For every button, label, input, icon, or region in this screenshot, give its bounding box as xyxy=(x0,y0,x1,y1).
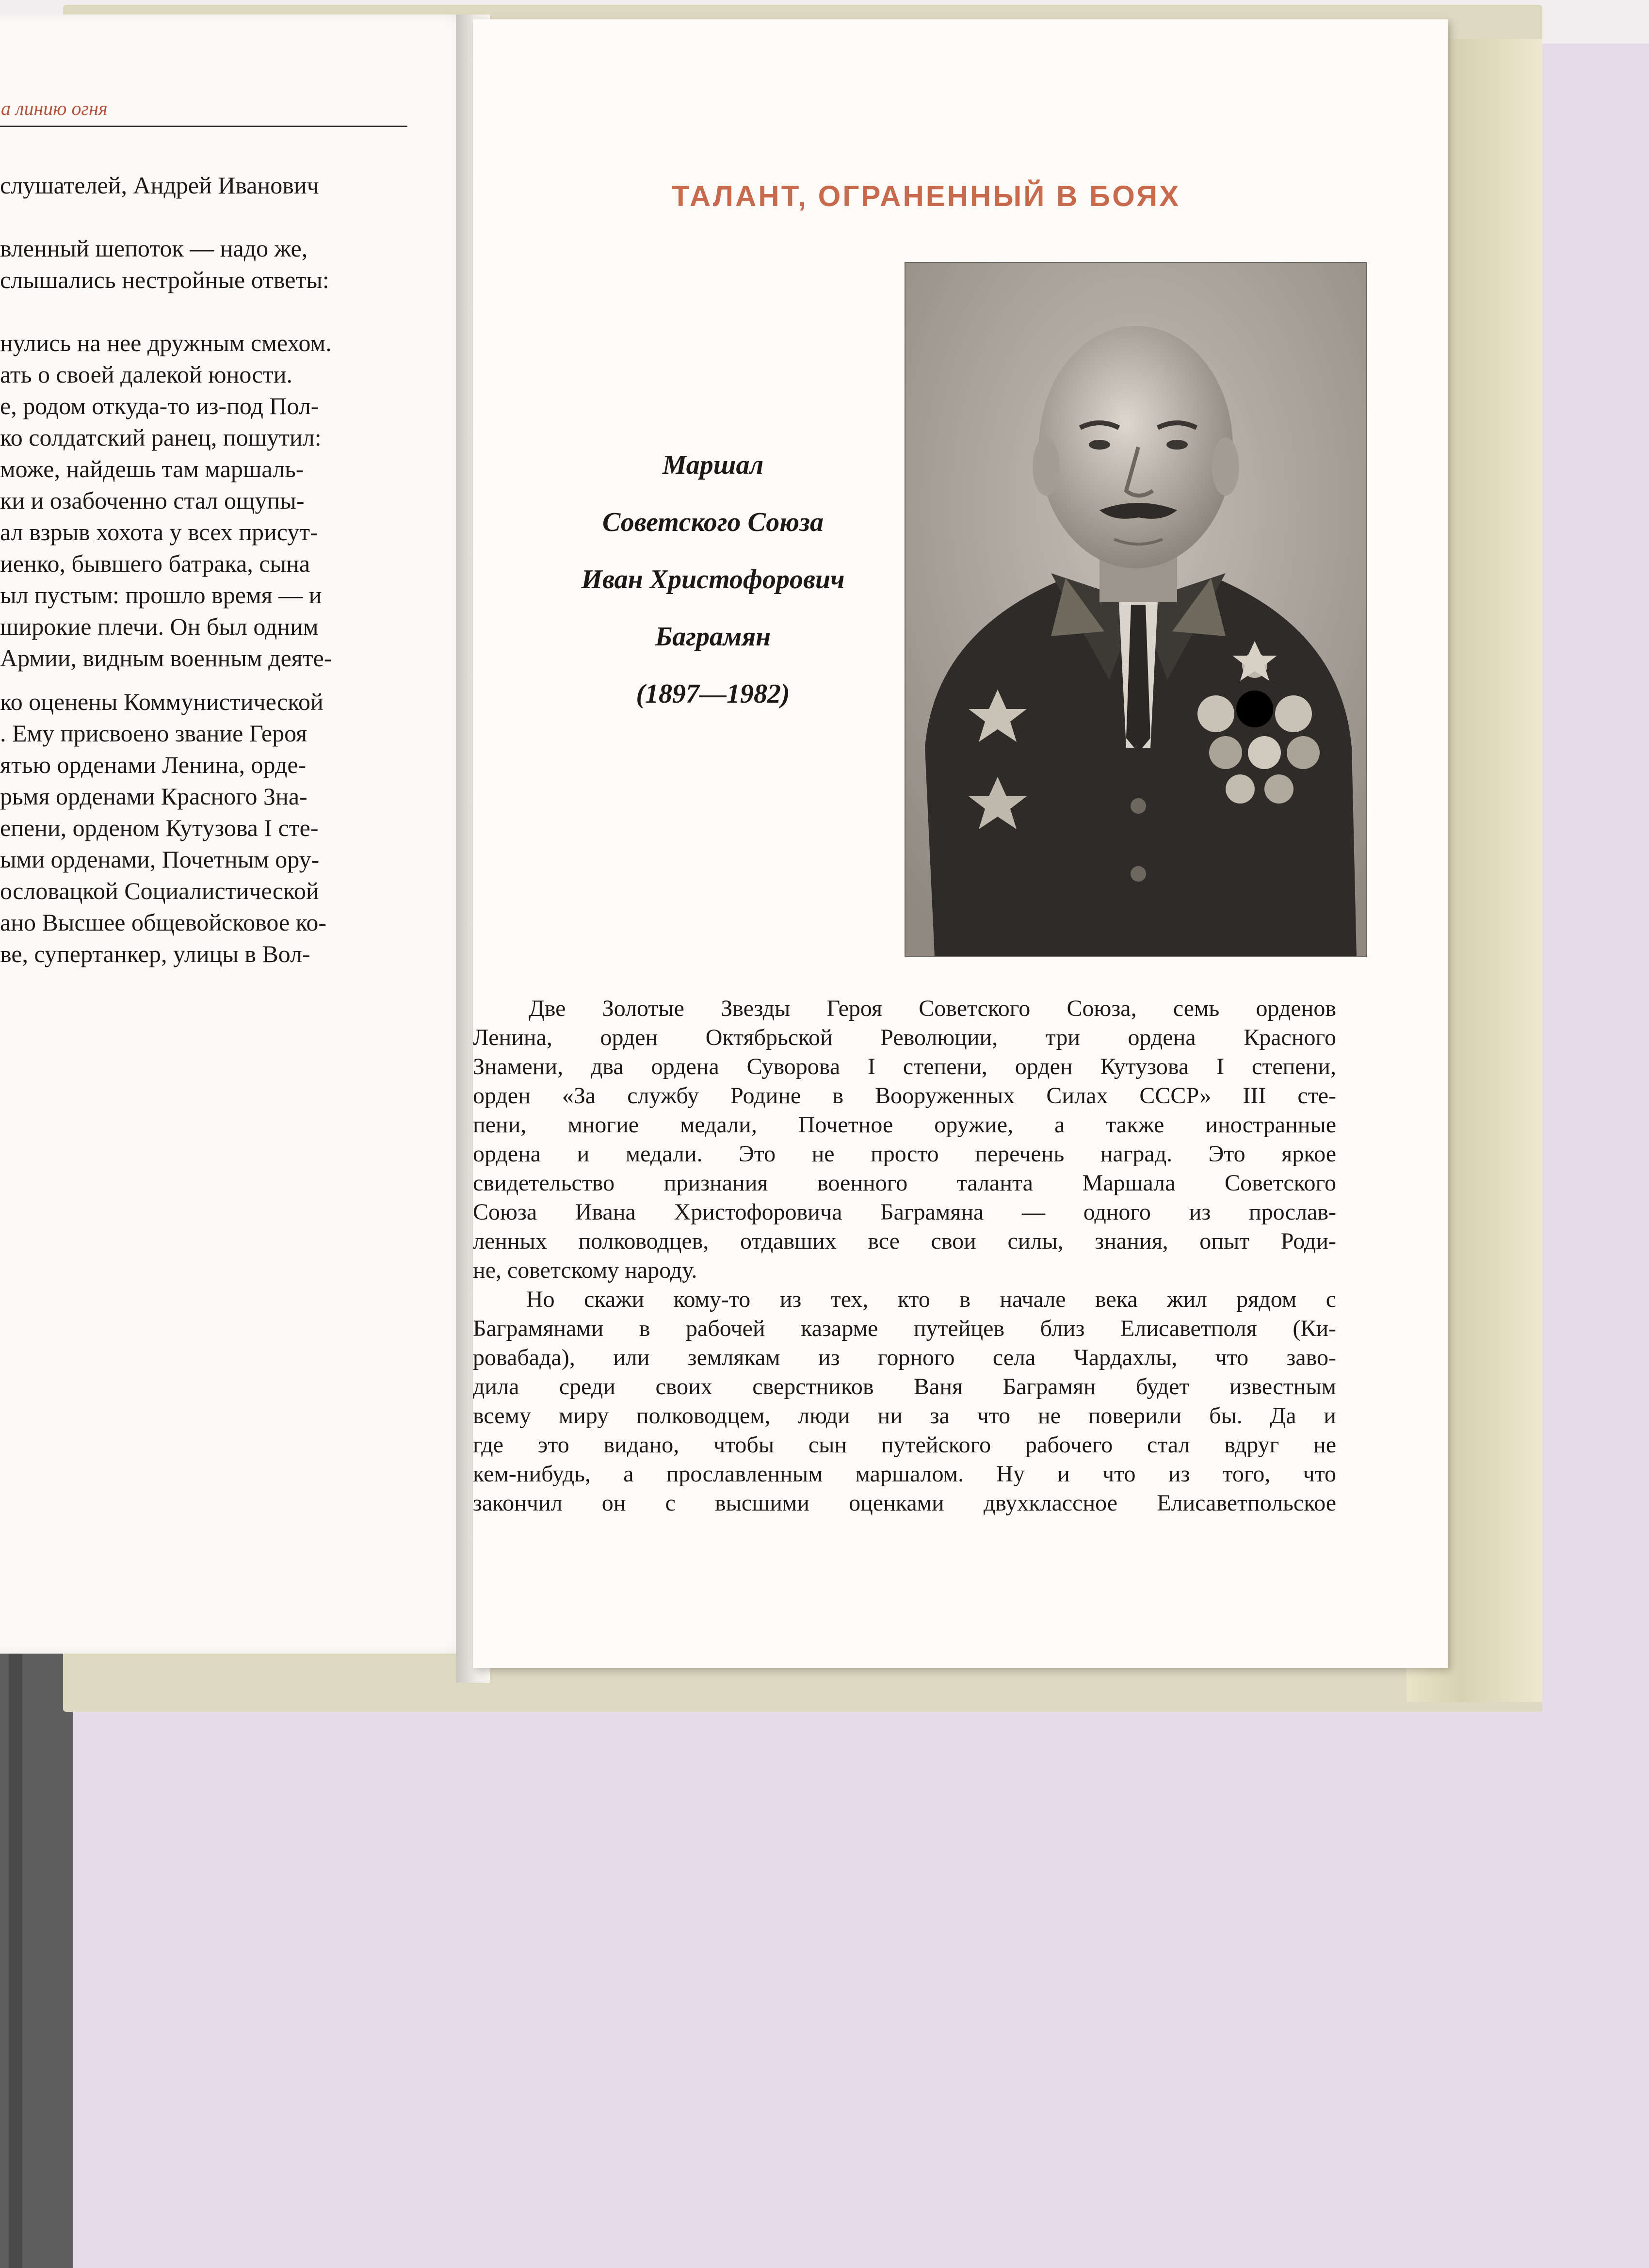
body-line: дила среди своих сверстников Ваня Баграмян будет известным xyxy=(473,1374,1336,1399)
caption-surname: Баграмян xyxy=(655,622,771,652)
left-page xyxy=(0,15,473,1654)
portrait-caption xyxy=(504,436,922,723)
text-line: ано Высшее общевойсковое ко- xyxy=(0,909,327,936)
caption-country: Советского Союза xyxy=(602,507,824,537)
body-line: Но скажи кому-то из тех, кто в начале века жил рядом с xyxy=(526,1287,1336,1312)
text-line xyxy=(0,201,393,233)
text-line: вленный шепоток — надо же, xyxy=(0,235,308,262)
text-line: ко оценены Коммунистической xyxy=(0,688,323,715)
portrait-illustration xyxy=(905,263,1366,956)
running-head: а линию огня xyxy=(0,97,407,127)
text-line: ки и озабоченно стал ощупы- xyxy=(0,487,305,514)
text-line: ве, супертанкер, улицы в Вол- xyxy=(0,940,310,967)
body-line: где это видано, чтобы сын путейского рабочего стал вдруг не xyxy=(473,1432,1336,1458)
text-line: Армии, видным военным деяте- xyxy=(0,644,332,672)
caption-years: (1897—1982) xyxy=(636,679,790,709)
text-line: ыл пустым: прошло время — и xyxy=(0,581,322,609)
body-line: ордена и медали. Это не просто перечень наград. Это яркое xyxy=(473,1141,1336,1167)
body-line: кем-нибудь, а прославленным маршалом. Ну и что из того, что xyxy=(473,1461,1336,1487)
text-line: . Ему присвоено звание Героя xyxy=(0,720,307,747)
body-line: всему миру полководцем, люди ни за что не поверили бы. Да и xyxy=(473,1403,1336,1429)
body-line: закончил он с высшими оценками двухклассное Елисаветпольское xyxy=(473,1490,1336,1516)
text-line: слушателей, Андрей Иванович xyxy=(0,172,319,199)
text-line: ать о своей далекой юности. xyxy=(0,361,292,388)
body-line: ровабада), или землякам из горного села Чардахлы, что заво- xyxy=(473,1345,1336,1370)
text-line: иенко, бывшего батрака, сына xyxy=(0,550,310,577)
caption-given-name: Иван Христофорович xyxy=(581,564,845,595)
text-line: епени, орденом Кутузова I сте- xyxy=(0,814,319,841)
text-line: нулись на нее дружным смехом. xyxy=(0,329,332,356)
body-line: Знамени, два ордена Суворова I степени, орден Кутузова I степени, xyxy=(473,1054,1336,1079)
text-line: рьмя орденами Красного Зна- xyxy=(0,783,307,810)
body-line: Ленина, орден Октябрьской Революции, три ордена Красного xyxy=(473,1025,1336,1050)
text-line: е, родом откуда-то из-под Пол- xyxy=(0,392,319,419)
caption-rank: Маршал xyxy=(662,450,764,480)
portrait-photo xyxy=(905,262,1367,957)
text-line xyxy=(0,296,393,327)
body-line: Баграмянами в рабочей казарме путейцев близ Елисаветполя (Ки- xyxy=(473,1316,1336,1341)
body-line: ленных полководцев, отдавших все свои силы, знания, опыт Роди- xyxy=(473,1228,1336,1254)
text-line: може, найдешь там маршаль- xyxy=(0,455,304,483)
text-line: ал взрыв хохота у всех присут- xyxy=(0,518,318,546)
text-line: ятью орденами Ленина, орде- xyxy=(0,751,307,778)
text-line: слышались нестройные ответы: xyxy=(0,266,329,293)
body-line: Союза Ивана Христофоровича Баграмяна — одного из прослав- xyxy=(473,1199,1336,1225)
body-line: пени, многие медали, Почетное оружие, а также иностранные xyxy=(473,1112,1336,1138)
body-line: Две Золотые Звезды Героя Советского Союза, семь орденов xyxy=(529,996,1336,1021)
body-line: орден «За службу Родине в Вооруженных Силах СССР» III сте- xyxy=(473,1083,1336,1109)
body-line: не, советскому народу. xyxy=(473,1257,697,1283)
book-spine xyxy=(0,1639,73,2268)
text-line: широкие плечи. Он был одним xyxy=(0,613,319,640)
text-line: ко солдатский ранец, пошутил: xyxy=(0,424,322,451)
text-line: ыми орденами, Почетным ору- xyxy=(0,846,320,873)
body-line: свидетельство признания военного таланта Маршала Советского xyxy=(473,1170,1336,1196)
left-page-text xyxy=(0,170,393,970)
article-body xyxy=(473,994,1336,1518)
chapter-headline: ТАЛАНТ, ОГРАНЕННЫЙ В БОЯХ xyxy=(672,180,1181,212)
text-line: ословацкой Социалистической xyxy=(0,877,319,904)
